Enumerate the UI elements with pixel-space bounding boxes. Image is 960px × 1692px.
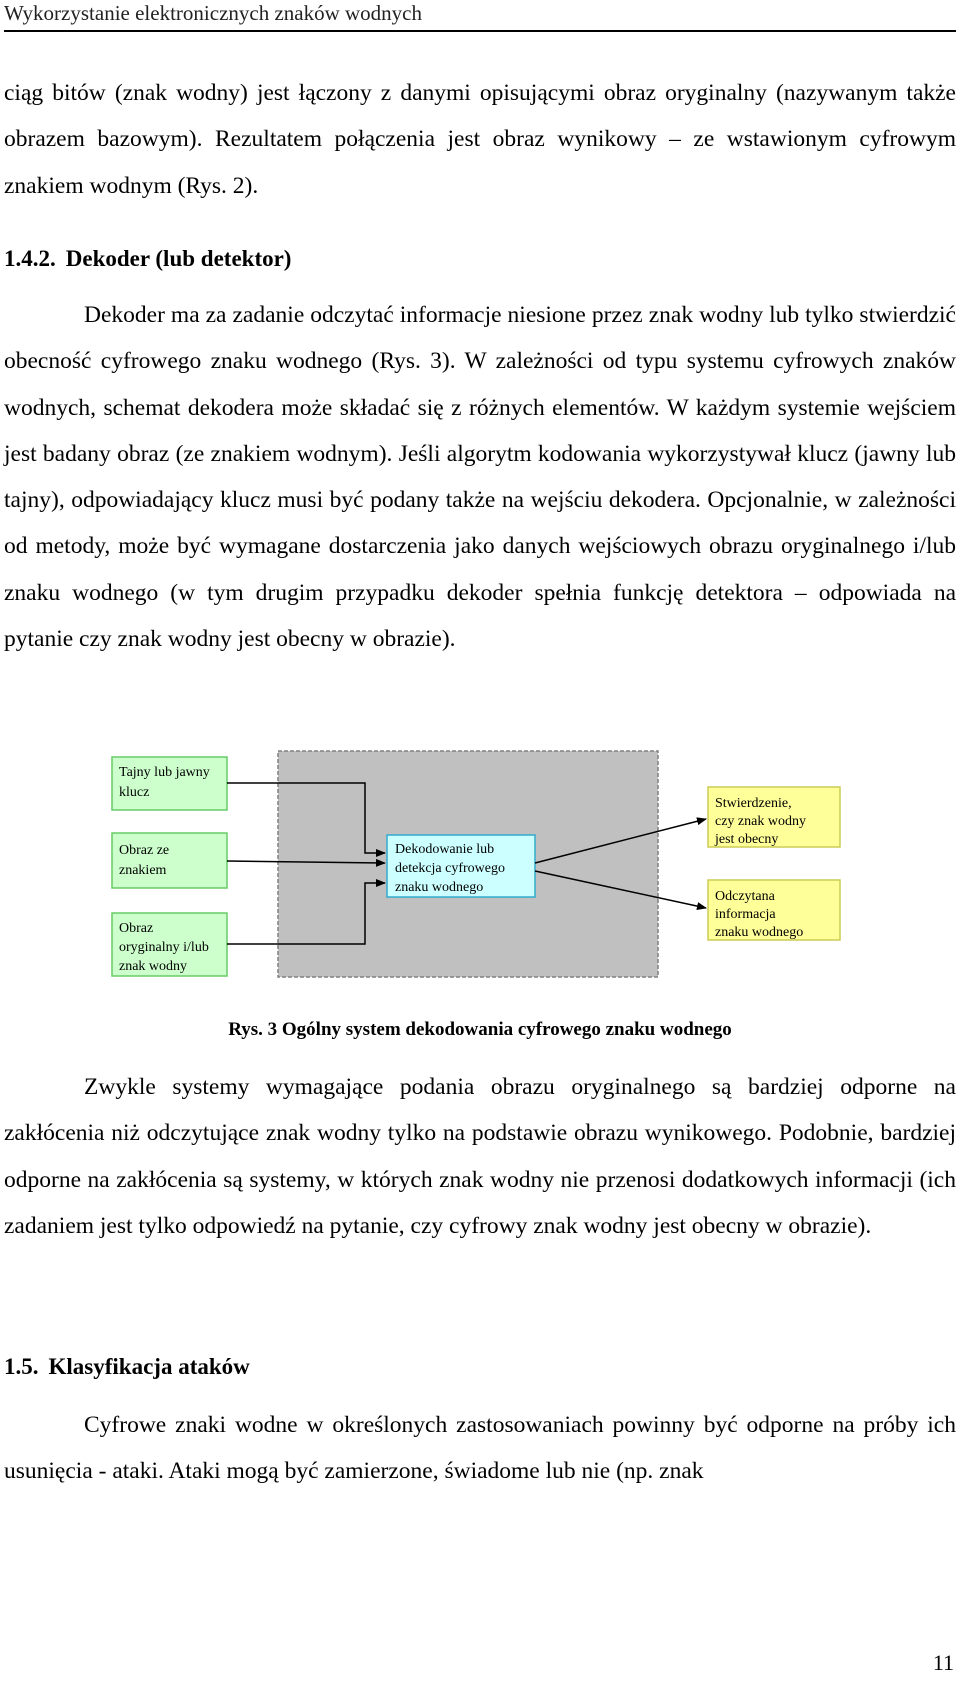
output-info-line-2: informacja bbox=[715, 907, 776, 922]
input-original-line-1: Obraz bbox=[119, 921, 154, 936]
running-head: Wykorzystanie elektronicznych znaków wodnych bbox=[4, 0, 956, 32]
input-image-line-2: znakiem bbox=[119, 863, 167, 878]
section-heading-attacks bbox=[4, 1352, 250, 1382]
paragraph-decoder: Dekoder ma za zadanie odczytać informacje niesione przez znak wodny lub tylko stwierdzić obecność cyfrowego znaku wodnego (Rys. 3). W zależności od typu systemu cyfrowych znaków wodnych, schemat dekodera może składać się z różnych elementów. W każdym systemie wejściem jest badany obraz (ze znakiem wodnym). Jeśli algorytm kodowania wykorzystywał klucz (jawny lub tajny), odpowiadający klucz musi być podany także na wejściu dekodera. Opcjonalnie, w zależności od metody, może być wymagane dostarczenia jako danych wejściowych obrazu oryginalnego i/lub znaku wodnego (w tym drugim przypadku dekoder spełnia funkcję detektora – odpowiada na pytanie czy znak wodny jest obecny w obrazie). bbox=[4, 302, 956, 653]
decoder-line-3: znaku wodnego bbox=[395, 880, 484, 895]
input-key-line-2: klucz bbox=[119, 785, 150, 800]
paragraph-attacks: Cyfrowe znaki wodne w określonych zastosowaniach powinny być odporne na próby ich usunięcia - ataki. Ataki mogą być zamierzone, świadome lub nie (np. znak bbox=[4, 1412, 956, 1485]
decoder-line-2: detekcja cyfrowego bbox=[395, 861, 505, 876]
input-box-watermarked-image bbox=[112, 833, 227, 888]
input-key-line-1: Tajny lub jawny bbox=[119, 765, 210, 780]
section-heading-decoder bbox=[4, 244, 291, 274]
decoder-box bbox=[387, 835, 535, 897]
output-info-line-1: Odczytana bbox=[715, 889, 775, 904]
output-presence-line-2: czy znak wodny bbox=[715, 814, 806, 829]
figure-caption: Rys. 3 Ogólny system dekodowania cyfrowego znaku wodnego bbox=[228, 1019, 732, 1040]
section-number: 1.5. bbox=[4, 1354, 39, 1379]
decoder-line-1: Dekodowanie lub bbox=[395, 842, 495, 857]
output-presence-line-1: Stwierdzenie, bbox=[715, 796, 792, 811]
input-box-key bbox=[112, 757, 227, 810]
decoder-diagram bbox=[100, 745, 860, 985]
paragraph-robustness: Zwykle systemy wymagające podania obrazu oryginalnego są bardziej odporne na zakłócenia niż odczytujące znak wodny tylko na podstawie obrazu wynikowego. Podobnie, bardziej odporne na zakłócenia są systemy, w których znak wodny nie przenosi dodatkowych informacji (ich zadaniem jest tylko odpowiedź na pytanie, czy cyfrowy znak wodny jest obecny w obrazie). bbox=[4, 1074, 956, 1239]
output-presence-line-3: jest obecny bbox=[715, 832, 779, 847]
input-original-line-2: oryginalny i/lub bbox=[119, 940, 209, 955]
output-box-presence bbox=[708, 787, 840, 847]
output-info-line-3: znaku wodnego bbox=[715, 925, 804, 940]
section-title: Klasyfikacja ataków bbox=[48, 1354, 250, 1379]
input-box-original-image bbox=[112, 913, 227, 976]
section-title: Dekoder (lub detektor) bbox=[65, 246, 292, 271]
input-image-line-1: Obraz ze bbox=[119, 843, 170, 858]
page-number: 11 bbox=[932, 1650, 954, 1675]
section-number: 1.4.2. bbox=[4, 246, 56, 271]
input-original-line-3: znak wodny bbox=[119, 959, 188, 974]
output-box-information bbox=[708, 880, 840, 940]
paragraph-intro: ciąg bitów (znak wodny) jest łączony z danymi opisującymi obraz oryginalny (nazywanym także obrazem bazowym). Rezultatem połączenia jest obraz wynikowy – ze wstawionym cyfrowym znakiem wodnym (Rys. 2). bbox=[4, 80, 956, 199]
